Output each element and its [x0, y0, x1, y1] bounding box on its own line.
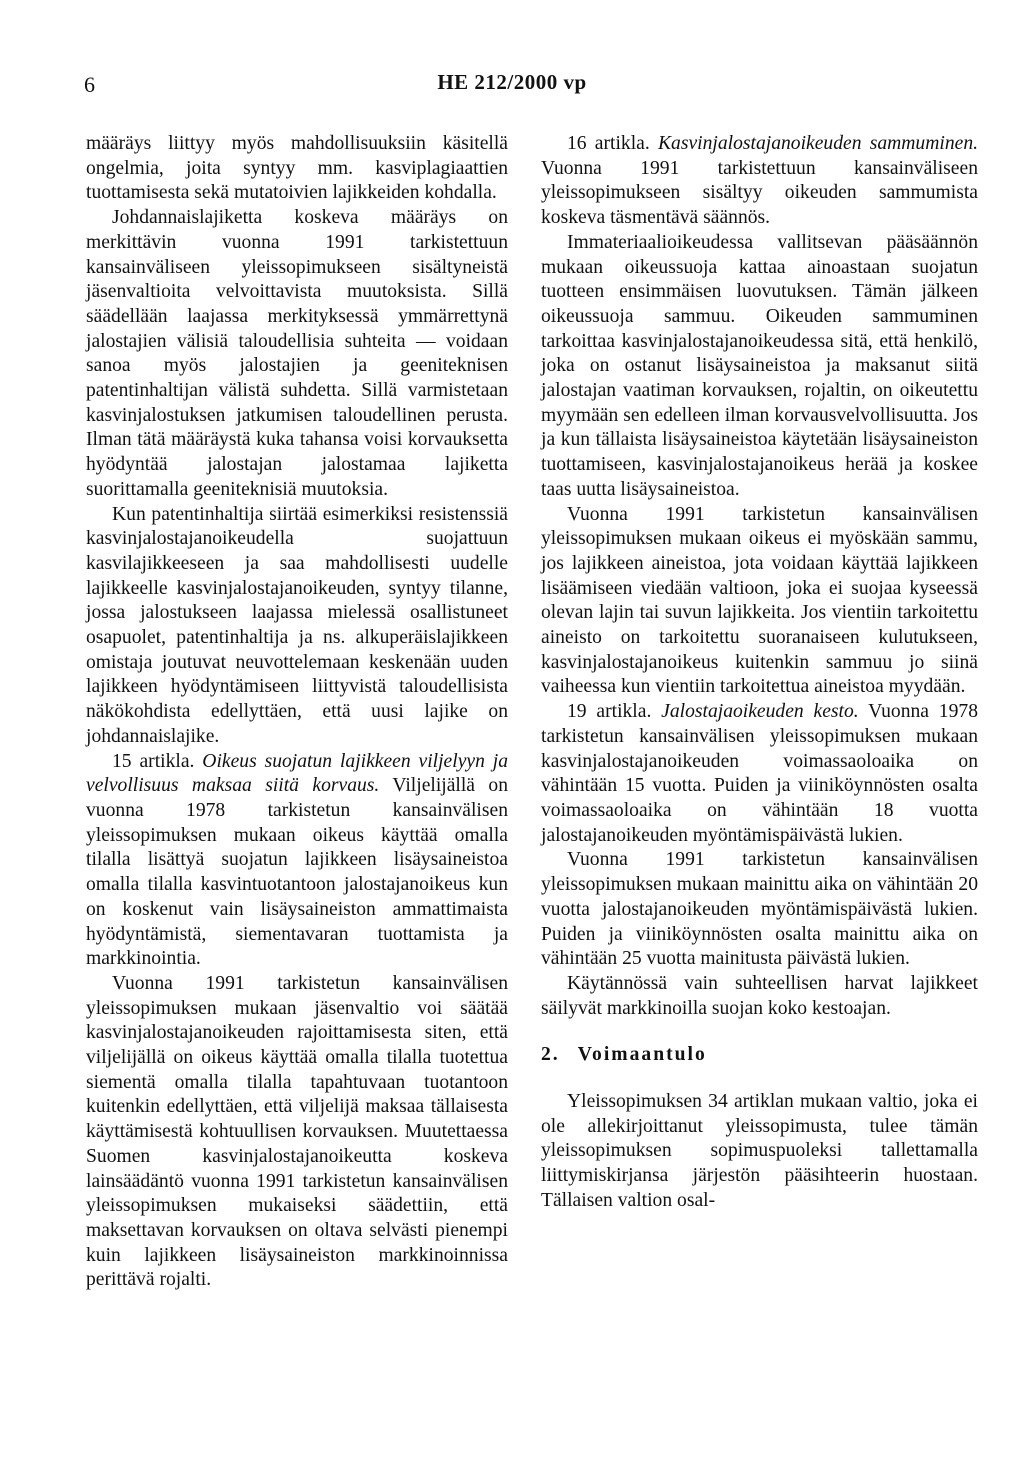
- article-body: Viljelijällä on vuonna 1978 tarkistetun kansainvälisen yleissopimuksen mukaan oikeus käyttää omalla tilalla lisättyä suojatun lajikkeen lisäysaineistoa omalla tilalla kasvintuotantoon jalostajanoikeus kun on koskenut vain lisäysaineiston ammattimaista hyödyntämistä, siementavaran tuottamista ja markkinointia.: [86, 775, 509, 970]
- section-title: Voimaantulo: [577, 1044, 707, 1066]
- right-column: [541, 132, 978, 1214]
- article-16-paragraph: [541, 132, 978, 231]
- paragraph: Vuonna 1991 tarkistetun kansainvälisen yleissopimuksen mukaan jäsenvaltio voi säätää kasvinjalostajanoikeuden rajoittamisesta siten, että viljelijällä on oikeus käyttää omalla tilalla tuotettua siementä omalla tilalla tapahtuvaan tuotantoon kuitenkin edellyttäen, että viljelijä maksaa tällaisesta käyttämisestä kohtuullisen korvauksen. Muutettaessa Suomen kasvinjalostajanoikeutta koskeva lainsäädäntö vuonna 1991 tarkistetun kansainvälisen yleissopimuksen mukaiseksi säädettiin, että maksettavan korvauksen on oltava selvästi pienempi kuin lajikkeen lisäysaineiston markkinoinnissa perittävä rojalti.: [86, 972, 508, 1291]
- article-label: 19 artikla.: [567, 701, 652, 723]
- article-title: Oikeus suojatun lajikkeen viljelyyn ja velvollisuus maksaa siitä korvaus.: [86, 750, 509, 797]
- paragraph: määräys liittyy myös mahdollisuuksiin käsitellä ongelmia, joita syntyy mm. kasviplagiaattien tuottamisesta sekä mutatoivien lajikkeiden kohdalla.: [86, 133, 508, 204]
- article-body: Vuonna 1978 tarkistetun kansainvälisen yleissopimuksen mukaan kasvinjalostajanoikeuden voimassaoloaika on vähintään 15 vuotta. Puiden ja viiniköynnösten osalta voimassaoloaika on vähintään 18 vuotta jalostajanoikeuden myöntämispäivästä lukien.: [541, 701, 978, 846]
- paragraph: Immateriaalioikeudessa vallitsevan pääsäännön mukaan oikeussuoja kattaa ainoastaan suojatun tuotteen ensimmäisen luovutuksen. Tämän jälkeen oikeussuoja sammuu. Oikeuden sammuminen tarkoittaa kasvinjalostajanoikeudessa sitä, että henkilö, joka on ostanut lisäysaineistoa ja maksanut siitä jalostajan vaatiman korvauksen, rojaltin, on oikeutettu myymään sen edelleen ilman korvausvelvollisuutta. Jos ja kun tällaista lisäysaineistoa käytetään lisäysaineiston tuottamiseen, kasvinjalostajanoikeus herää ja koskee taas uutta lisäysaineistoa.: [541, 231, 978, 500]
- article-label: 15 artikla.: [112, 750, 195, 772]
- article-label: 16 artikla.: [567, 133, 650, 154]
- section-number: 2.: [541, 1044, 560, 1066]
- article-19-paragraph: [541, 700, 978, 848]
- paragraph: Vuonna 1991 tarkistetun kansainvälisen yleissopimuksen mukaan mainittu aika on vähintään 20 vuotta jalostajanoikeuden myöntämispäivästä lukien. Puiden ja viiniköynnösten osalta mainittu aika on vähintään 25 vuotta mainitusta päivästä lukien.: [541, 849, 978, 970]
- paragraph: Käytännössä vain suhteellisen harvat lajikkeet säilyvät markkinoilla suojan koko kestoajan.: [541, 972, 978, 1019]
- article-body: Vuonna 1991 tarkistettuun kansainväliseen yleissopimukseen sisältyy oikeuden sammumista koskeva täsmentävä säännös.: [541, 157, 978, 229]
- paragraph: Johdannaislajiketta koskeva määräys on merkittävin vuonna 1991 tarkistettuun kansainväliseen yleissopimukseen sisältyneistä jäsenvaltioita velvoittavista muutoksista. Sillä säädellään laajassa merkityksessä ymmärrettynä jalostajien välisiä taloudellisia suhteita — voidaan sanoa myös jalostajien ja geeniteknisen patentinhaltijan välistä suhdetta. Sillä varmistetaan kasvinjalostuksen jatkumisen taloudellinen perusta. Ilman tätä määräystä kuka tahansa voisi korvauksetta hyödyntää jalostajan jalostamaa lajiketta suorittamalla geeniteknisiä muutoksia.: [86, 207, 508, 500]
- paragraph: Yleissopimuksen 34 artiklan mukaan valtio, joka ei ole allekirjoittanut yleissopimusta, tulee tämän yleissopimuksen sopimuspuoleksi tallettamalla liittymiskirjansa järjestön pääsihteerin huostaan. Tällaisen valtion osal-: [541, 1091, 978, 1211]
- page-number: 6: [84, 72, 95, 97]
- article-title: Kasvinjalostajanoikeuden sammuminen.: [657, 133, 979, 154]
- paragraph: Vuonna 1991 tarkistetun kansainvälisen yleissopimuksen mukaan oikeus ei myöskään sammu, jos lajikkeen aineistoa, jota voidaan käyttää lajikkeen lisäämiseen viedään valtioon, joka ei suojaa kyseessä olevan lajin tai suvun lajikkeita. Jos vientiin tarkoitettu aineisto on tarkoitettu suoranaiseen kulutukseen, kasvinjalostajanoikeus kuitenkin sammuu jo siinä vaiheessa kun vientiin tarkoitettua aineistoa myydään.: [541, 503, 978, 698]
- section-heading: [541, 1043, 978, 1068]
- document-title: HE 212/2000 vp: [437, 70, 587, 94]
- paragraph: Kun patentinhaltija siirtää esimerkiksi resistenssiä kasvinjalostajanoikeudella suojattuun kasvilajikkeeseen ja saa mahdollisesti uudelle lajikkeelle kasvinjalostajanoikeuden, syntyy tilanne, jossa jalostukseen laajassa mielessä osallistuneet osapuolet, patentinhaltija ja ns. alkuperäislajikkeen omistaja joutuvat neuvottelemaan keskenään uuden lajikkeen hyödyntämiseen liittyvistä taloudellisista näkökohdista edellyttäen, että uusi lajike on johdannaislajike.: [86, 503, 508, 747]
- article-15-paragraph: [86, 750, 508, 972]
- article-title: Jalostajaoikeuden kesto.: [661, 701, 859, 723]
- left-column: [86, 132, 508, 1293]
